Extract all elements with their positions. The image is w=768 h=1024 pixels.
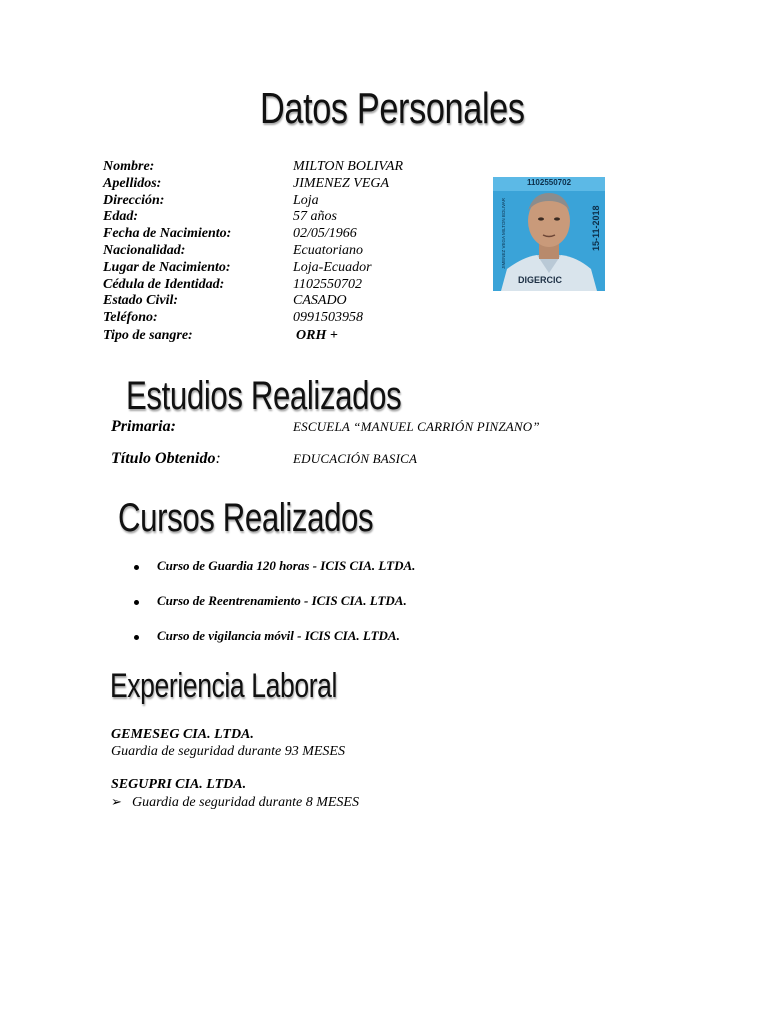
field-label: Dirección:: [103, 192, 165, 208]
job-description-row: [111, 793, 359, 811]
photo-stamp: DIGERCIC: [517, 275, 563, 285]
field-value: 1102550702: [293, 276, 362, 292]
field-label: Fecha de Nacimiento:: [103, 226, 232, 242]
field-value: MILTON BOLIVAR: [293, 159, 404, 174]
row-estado-civil: [103, 293, 403, 310]
field-value: Loja: [293, 192, 319, 208]
bullet-icon: [134, 635, 139, 640]
field-value: CASADO: [293, 293, 347, 309]
field-value: Ecuatoriano: [293, 242, 363, 258]
field-value: 57 años: [293, 209, 337, 225]
studies-section: [111, 418, 540, 468]
row-tipo-sangre: [103, 328, 403, 345]
list-item: [134, 627, 415, 645]
row-primaria: [111, 418, 540, 436]
field-label: Teléfono:: [103, 310, 158, 326]
field-label: Nacionalidad:: [103, 242, 186, 258]
company-name: GEMESEG CIA. LTDA.: [111, 727, 254, 742]
field-value: JIMENEZ VEGA: [293, 175, 390, 191]
field-value: 02/05/1966: [293, 226, 357, 242]
row-lugar-nacimiento: [103, 260, 403, 277]
field-label: Nombre:: [103, 159, 155, 174]
primary-value: ESCUELA “MANUEL CARRIÓN PINZANO”: [293, 419, 540, 434]
row-cedula: [103, 277, 403, 294]
experience-item: [111, 776, 359, 811]
row-edad: [103, 209, 403, 226]
row-nombre: [103, 159, 403, 176]
row-nacionalidad: [103, 243, 403, 260]
courses-list: [134, 557, 415, 662]
field-value: Loja-Ecuador: [293, 259, 372, 275]
title-label-group: [111, 450, 293, 468]
company-name: SEGUPRI CIA. LTDA.: [111, 777, 247, 792]
experience-heading: Experiencia Laboral: [110, 667, 338, 705]
row-direccion: [103, 193, 403, 210]
job-description: Guardia de seguridad durante 8 MESES: [132, 795, 359, 810]
photo-date: 15-11-2018: [591, 205, 601, 251]
row-fecha-nacimiento: [103, 226, 403, 243]
field-value: ORH +: [296, 327, 338, 343]
row-titulo: [111, 450, 540, 468]
title-colon: :: [215, 450, 221, 467]
experience-section: [111, 726, 359, 811]
primary-label: Primaria:: [111, 418, 176, 435]
field-label: Estado Civil:: [103, 293, 179, 309]
experience-item: [111, 726, 359, 760]
course-text: Curso de Reentrenamiento - ICIS CIA. LTDA.: [157, 593, 407, 608]
personal-data-heading: Datos Personales: [260, 84, 525, 133]
arrow-bullet-icon: ➢: [111, 794, 122, 809]
field-label: Edad:: [103, 209, 138, 225]
field-label: Tipo de sangre:: [103, 327, 193, 343]
field-label: Cédula de Identidad:: [103, 276, 225, 292]
row-apellidos: [103, 176, 403, 193]
field-label: Apellidos:: [103, 175, 162, 191]
personal-data-table: [103, 159, 403, 345]
title-value: EDUCACIÓN BASICA: [293, 451, 418, 466]
photo-side-name: JIMENEZ VEGA MILTON BOLIVAR: [501, 197, 506, 269]
studies-heading: Estudios Realizados: [126, 374, 402, 418]
id-photo-image: [493, 177, 605, 291]
field-label: Lugar de Nacimiento:: [103, 259, 231, 275]
bullet-icon: [134, 565, 139, 570]
courses-heading: Cursos Realizados: [118, 496, 374, 540]
list-item: [134, 592, 415, 610]
bullet-icon: [134, 600, 139, 605]
title-label: Título Obtenido: [111, 450, 216, 467]
course-text: Curso de vigilancia móvil - ICIS CIA. LTDA.: [157, 628, 400, 643]
id-photo: [493, 177, 605, 291]
row-telefono: [103, 310, 403, 327]
photo-id-number: 1102550702: [526, 178, 572, 187]
field-value: 0991503958: [293, 310, 363, 326]
job-description: Guardia de seguridad durante 93 MESES: [111, 744, 345, 759]
course-text: Curso de Guardia 120 horas - ICIS CIA. LTDA.: [157, 558, 416, 573]
list-item: [134, 557, 415, 575]
